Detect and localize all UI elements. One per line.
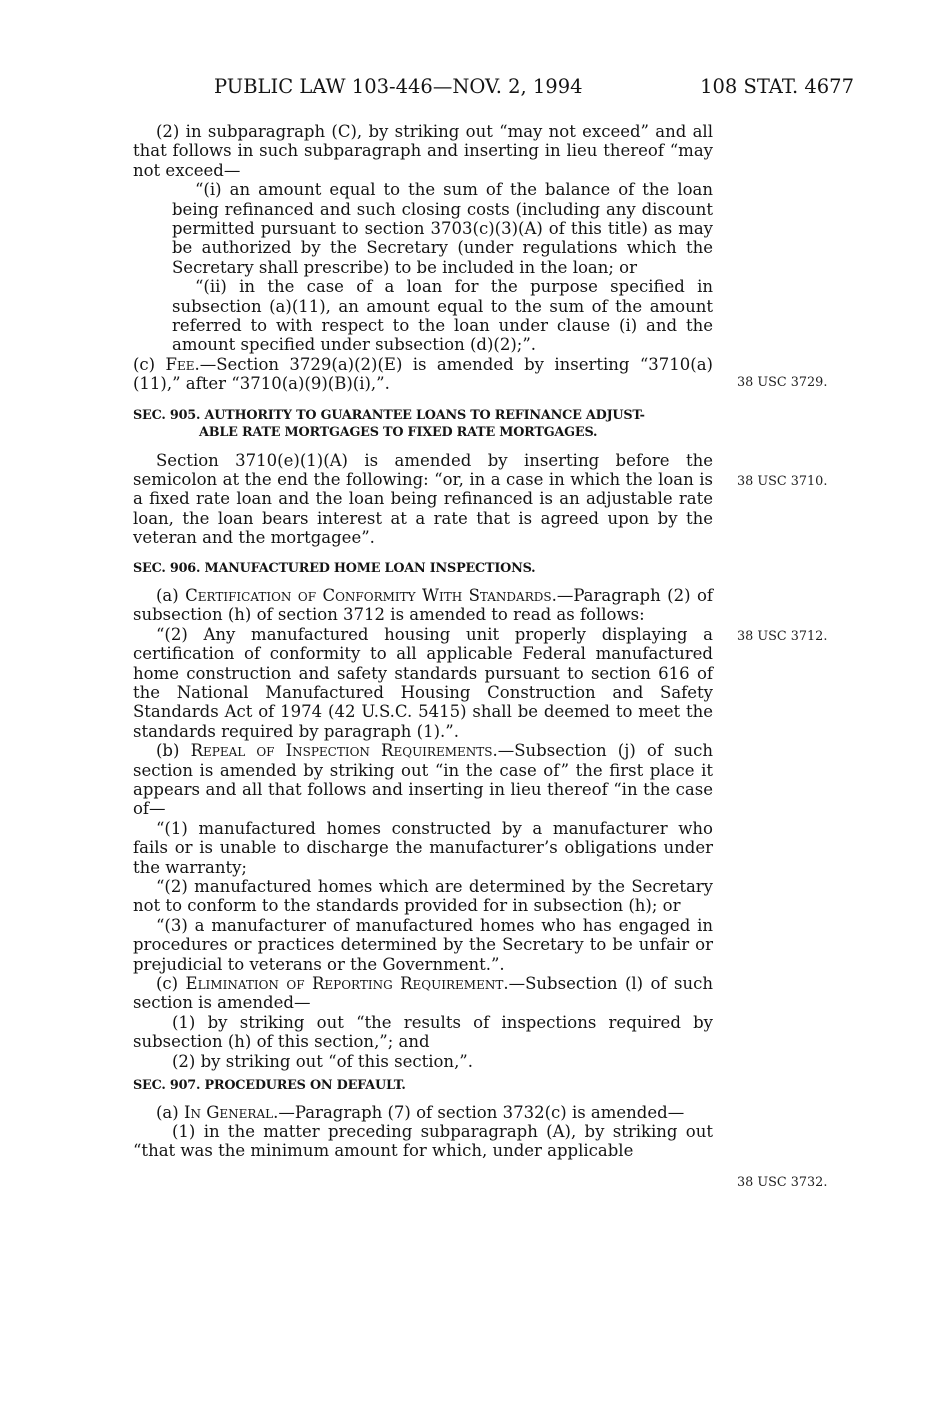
list-item: (1) by striking out “the results of inspections required by subsection (h) of this section,”; and <box>133 1012 713 1052</box>
subsection-b-repeal: (b) Repeal of Inspection Requirements.—Subsection (j) of such section is amended by striking out “in the case of” the first place it appears and all that follows and inserting in lieu thereof “in the case of— <box>133 741 714 819</box>
margin-note: 38 USC 3710. <box>737 474 828 489</box>
subsection-heading: Fee <box>165 354 195 374</box>
running-head: PUBLIC LAW 103-446—NOV. 2, 1994 <box>214 75 583 98</box>
margin-note: 38 USC 3729. <box>737 375 828 390</box>
quoted-clause: “(i) an amount equal to the sum of the balance of the loan being refinanced and such closing costs (including any discount permitted pursuant to section 3703(c)(3)(A) of this title) as may be authorized by the Secretary (under regulations which the Secretary shall prescribe) to be included in the loan; or <box>172 180 713 277</box>
margin-note: 38 USC 3732. <box>737 1175 828 1190</box>
quoted-paragraph: “(2) Any manufactured housing unit properly displaying a certification of conformity to all applicable Federal manufactured home construction and safety standards pursuant to section 616 of the National Manufactured Housing Construction and Safety Standards Act of 1974 (42 U.S.C. 5415) shall be deemed to meet the standards required by paragraph (1).”. <box>133 624 713 741</box>
statute-page-number: 108 STAT. 4677 <box>700 75 854 98</box>
subsection-c-elimination: (c) Elimination of Reporting Requirement.—Subsection (l) of such section is amended— <box>133 974 713 1013</box>
subsection-c-fee: (c) Fee.—Section 3729(a)(2)(E) is amended by inserting “3710(a)(11),” after “3710(a)(9)(B)(i),”. <box>133 354 713 394</box>
subsection-heading: Repeal of Inspection Requirements <box>190 741 493 761</box>
subsection-heading: In General <box>183 1102 274 1122</box>
section-905-heading: SEC. 905. AUTHORITY TO GUARANTEE LOANS TO REFINANCE ADJUST- ABLE RATE MORTGAGES TO FIXED RATE MORTGAGES. <box>133 407 645 441</box>
quoted-item: “(1) manufactured homes constructed by a manufacturer who fails or is unable to discharge the manufacturer’s obligations under the warranty; <box>133 818 713 877</box>
body-column <box>133 122 713 1161</box>
list-item: (1) in the matter preceding subparagraph (A), by striking out “that was the minimum amount for which, under applicable <box>133 1121 713 1161</box>
section-906-heading: SEC. 906. MANUFACTURED HOME LOAN INSPECTIONS. <box>133 560 536 576</box>
page-header <box>214 74 854 100</box>
subsection-heading: Certification of Conformity With Standards <box>185 585 552 605</box>
paragraph: Section 3710(e)(1)(A) is amended by inserting before the semicolon at the end the following: “or, in a case in which the loan is a fixed rate loan and the loan being refinanced is an adjustable rate loan, the loan bears interest at a rate that is agreed upon by the veteran and the mortgagee”. <box>133 450 713 548</box>
quoted-clause: “(ii) in the case of a loan for the purpose specified in subsection (a)(11), an amount equal to the sum of the amount referred to with respect to the loan under clause (i) and the amount specified under subsection (d)(2);”. <box>172 277 713 355</box>
quoted-item: “(2) manufactured homes which are determined by the Secretary not to conform to the standards provided for in subsection (h); or <box>133 877 713 916</box>
paragraph: (2) in subparagraph (C), by striking out “may not exceed” and all that follows in such subparagraph and inserting in lieu thereof “may not exceed— <box>133 122 713 180</box>
section-907-heading: SEC. 907. PROCEDURES ON DEFAULT. <box>133 1078 406 1094</box>
subsection-a-certification: (a) Certification of Conformity With Standards.—Paragraph (2) of subsection (h) of section 3712 is amended to read as follows: <box>133 585 713 625</box>
quoted-item: “(3) a manufacturer of manufactured homes who has engaged in procedures or practices determined by the Secretary to be unfair or prejudicial to veterans or the Government.”. <box>133 915 713 974</box>
subsection-heading: Elimination of Reporting Requirement <box>185 974 504 994</box>
list-item: (2) by striking out “of this section,”. <box>172 1051 473 1071</box>
margin-note: 38 USC 3712. <box>737 629 828 644</box>
subsection-a-in-general: (a) In General.—Paragraph (7) of section 3732(c) is amended— <box>156 1102 685 1122</box>
